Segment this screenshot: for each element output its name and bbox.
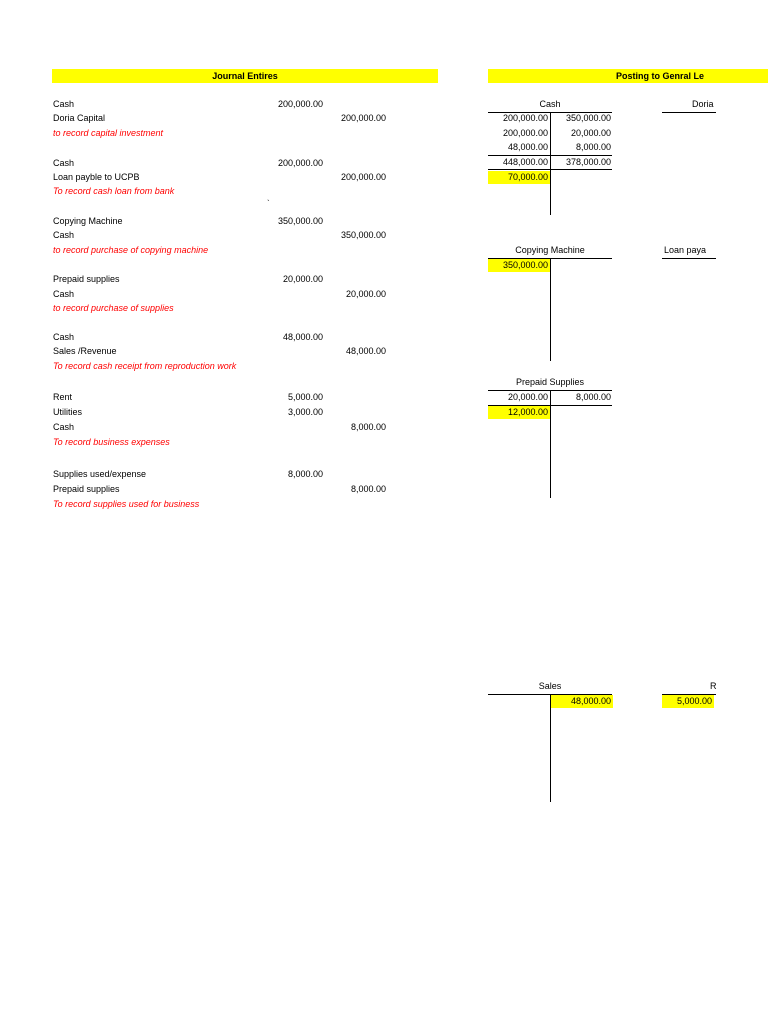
- journal-description: To record cash loan from bank: [53, 186, 175, 196]
- journal-account: Loan payble to UCPB: [53, 172, 140, 182]
- journal-debit: 200,000.00: [277, 158, 323, 168]
- stray-mark: `: [267, 199, 270, 208]
- journal-account: Cash: [53, 230, 75, 240]
- journal-debit: 48,000.00: [282, 332, 323, 342]
- t-account-top-rule: [662, 112, 716, 113]
- journal-credit: 350,000.00: [340, 230, 386, 240]
- ledger-debit: 200,000.00: [502, 113, 548, 123]
- journal-description: to record purchase of supplies: [53, 303, 174, 313]
- ledger-balance: 12,000.00: [488, 406, 550, 419]
- journal-debit: 3,000.00: [287, 407, 323, 417]
- journal-account: Cash: [53, 289, 75, 299]
- ledger-debit: 48,000.00: [507, 142, 548, 152]
- ledger-credit: 20,000.00: [570, 128, 611, 138]
- journal-account: Rent: [53, 392, 73, 402]
- journal-title: Journal Entires: [52, 69, 438, 83]
- journal-description: to record capital investment: [53, 128, 164, 138]
- journal-debit: 200,000.00: [277, 99, 323, 109]
- ledger-credit-total: 378,000.00: [565, 157, 611, 167]
- journal-debit: 350,000.00: [277, 216, 323, 226]
- journal-account: Cash: [53, 99, 75, 109]
- journal-debit: 8,000.00: [287, 469, 323, 479]
- journal-credit: 48,000.00: [345, 346, 386, 356]
- t-account-divider: [550, 258, 551, 361]
- t-account-title: Cash: [539, 99, 561, 109]
- journal-description: To record business expenses: [53, 437, 170, 447]
- journal-description: To record cash receipt from reproduction work: [53, 361, 237, 371]
- journal-credit: 8,000.00: [350, 422, 386, 432]
- t-account-title: Sales: [538, 681, 562, 691]
- journal-description: To record supplies used for business: [53, 499, 200, 509]
- t-account-top-rule: [662, 258, 716, 259]
- journal-account: Copying Machine: [53, 216, 123, 226]
- ledger-balance: 48,000.00: [551, 695, 613, 708]
- journal-account: Sales /Revenue: [53, 346, 117, 356]
- ledger-debit-total: 448,000.00: [502, 157, 548, 167]
- ledger-title-text: Posting to Genral Le: [616, 71, 705, 81]
- journal-debit: 5,000.00: [287, 392, 323, 402]
- t-account-total-rule: [488, 169, 612, 170]
- ledger-credit: 8,000.00: [575, 392, 611, 402]
- t-account-divider: [550, 390, 551, 498]
- journal-account: Doria Capital: [53, 113, 106, 123]
- ledger-balance: 350,000.00: [488, 259, 550, 272]
- ledger-credit: 8,000.00: [575, 142, 611, 152]
- ledger-credit: 350,000.00: [565, 113, 611, 123]
- journal-account: Supplies used/expense: [53, 469, 147, 479]
- t-account-title: Doria: [692, 99, 714, 109]
- journal-debit: 20,000.00: [282, 274, 323, 284]
- journal-credit: 200,000.00: [340, 172, 386, 182]
- journal-credit: 200,000.00: [340, 113, 386, 123]
- t-account-title: Copying Machine: [515, 245, 585, 255]
- t-account-title: Loan paya: [664, 245, 707, 255]
- ledger-debit: 200,000.00: [502, 128, 548, 138]
- journal-account: Cash: [53, 332, 75, 342]
- journal-credit: 8,000.00: [350, 484, 386, 494]
- ledger-title: [488, 69, 768, 83]
- t-account-title: Prepaid Supplies: [515, 377, 585, 387]
- ledger-debit: 20,000.00: [507, 392, 548, 402]
- ledger-balance: 70,000.00: [488, 171, 550, 184]
- ledger-balance: 5,000.00: [662, 695, 714, 708]
- journal-description: to record purchase of copying machine: [53, 245, 209, 255]
- journal-account: Prepaid supplies: [53, 274, 120, 284]
- t-account-title: R: [710, 681, 717, 691]
- journal-credit: 20,000.00: [345, 289, 386, 299]
- t-account-divider: [550, 694, 551, 802]
- journal-account: Cash: [53, 422, 75, 432]
- journal-account: Utilities: [53, 407, 83, 417]
- journal-account: Prepaid supplies: [53, 484, 120, 494]
- journal-account: Cash: [53, 158, 75, 168]
